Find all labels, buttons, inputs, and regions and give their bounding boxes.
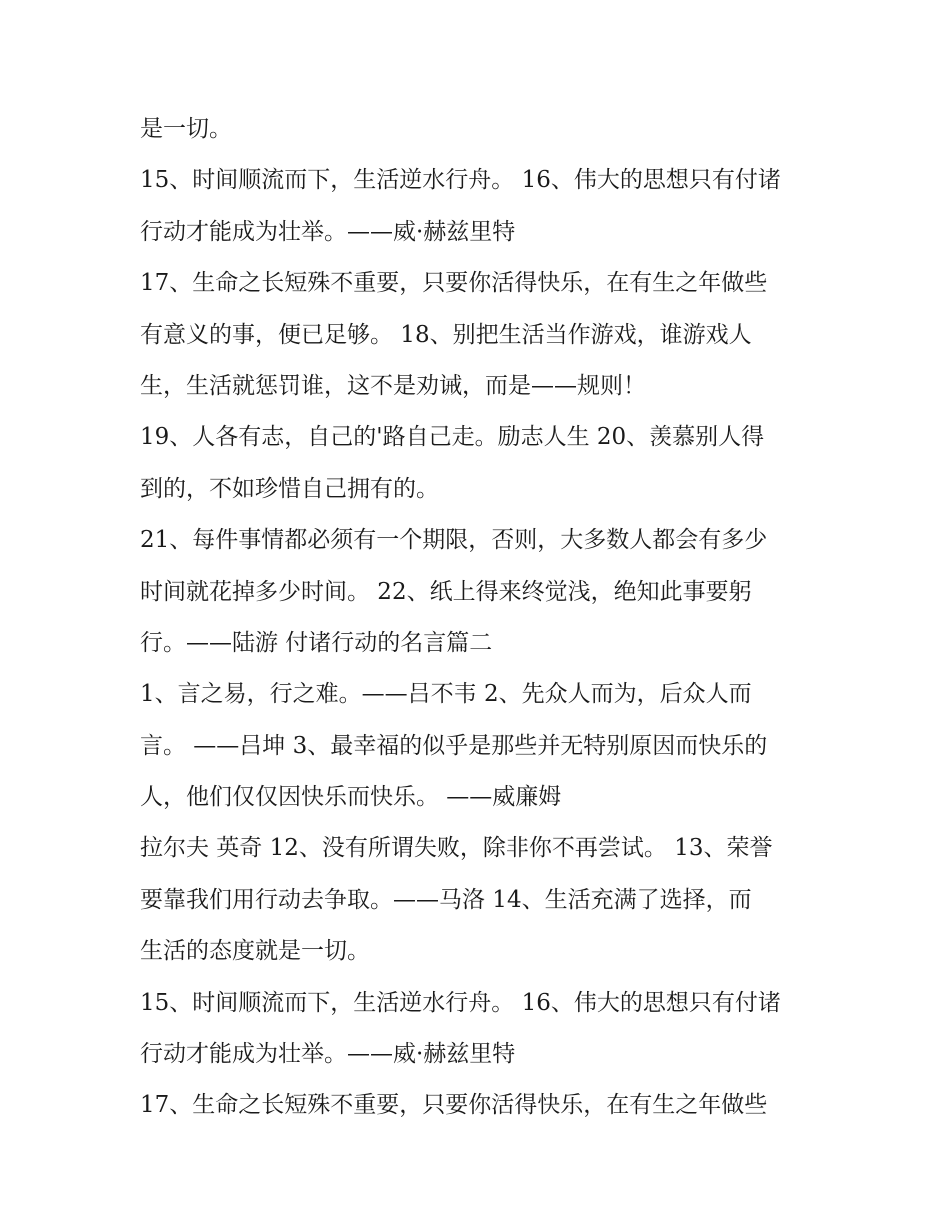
text-line: 21、每件事情都必须有一个期限，否则，大多数人都会有多少 [140,527,768,554]
body-text [140,104,820,1132]
text-line: 行动才能成为壮举。——威·赫兹里特 [140,1041,516,1068]
text-line: 拉尔夫 英奇 12、没有所谓失败，除非你不再尝试。 13、荣誉 [140,835,773,862]
text-line: 行动才能成为壮举。——威·赫兹里特 [140,218,516,245]
text-line: 19、人各有志，自己的'路自己走。励志人生 20、羡慕别人得 [140,424,765,451]
text-line: 1、言之易，行之难。——吕不韦 2、先众人而为，后众人而 [140,681,752,708]
text-line: 17、生命之长短殊不重要，只要你活得快乐，在有生之年做些 [140,270,768,297]
text-line: 要靠我们用行动去争取。——马洛 14、生活充满了选择，而 [140,886,752,913]
text-line: 有意义的事，便已足够。 18、别把生活当作游戏，谁游戏人 [140,321,752,348]
text-line: 时间就花掉多少时间。 22、纸上得来终觉浅，绝知此事要躬 [140,578,752,605]
text-line: 15、时间顺流而下，生活逆水行舟。 16、伟大的思想只有付诸 [140,167,781,194]
text-line: 行。——陆游 付诸行动的名言篇二 [140,629,493,656]
text-line: 到的，不如珍惜自己拥有的。 [140,475,439,502]
text-line: 是一切。 [140,116,232,142]
text-line: 15、时间顺流而下，生活逆水行舟。 16、伟大的思想只有付诸 [140,989,781,1016]
text-line: 17、生命之长短殊不重要，只要你活得快乐，在有生之年做些 [140,1092,768,1119]
text-line: 生，生活就惩罚谁，这不是劝诫，而是——规则！ [140,372,646,399]
text-line: 生活的态度就是一切。 [140,938,370,965]
text-line: 言。 ——吕坤 3、最幸福的似乎是那些并无特别原因而快乐的 [140,732,768,759]
text-line: 人，他们仅仅因快乐而快乐。 ——威廉姆 [140,784,562,811]
